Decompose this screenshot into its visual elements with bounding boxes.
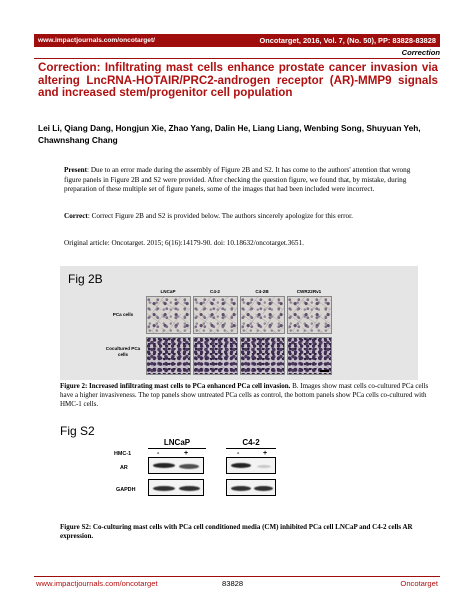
micrograph-panel — [193, 337, 238, 375]
present-text: : Due to an error made during the assembly of Figure 2B and S2. It has come to the authors' attention that wrong figure panels in Figure 2B and S2 were provided. After checking the question figure, we found that, by mistake, during preparation of these multiple set of figure panels, some of the images that had been included were incorrect. — [64, 166, 411, 194]
column-label: LNCaP — [160, 289, 176, 294]
row-label: PCa cells — [112, 312, 134, 317]
micrograph-panel — [287, 296, 332, 334]
micrograph-panel — [146, 337, 191, 375]
blot-band — [231, 486, 251, 491]
blot-label-ar: AR — [120, 465, 128, 471]
correct-paragraph — [64, 212, 422, 222]
blot-band — [153, 486, 175, 491]
present-paragraph — [64, 166, 422, 195]
figure-s2-label: Fig S2 — [60, 424, 95, 438]
figure-s2 — [60, 424, 360, 524]
column-label: C4-2 — [210, 289, 220, 294]
article-title: Correction: Infiltrating mast cells enhance prostate cancer invasion via altering LncRNA-HOTAIR/PRC2-androgen receptor (AR)-MMP9 signals and increased stem/progenitor cell population — [38, 61, 438, 100]
figure-2b-label: Fig 2B — [68, 272, 103, 286]
author-list: Lei Li, Qiang Dang, Hongjun Xie, Zhao Yang, Dalin He, Liang Liang, Wenbing Song, Shuyuan Yeh, Chawnshang Chang — [38, 123, 421, 145]
treatment-mark: - — [237, 450, 240, 457]
blot-band — [254, 486, 273, 491]
journal-header-bar — [34, 34, 440, 47]
row-label: Cocultured PCa cells — [105, 346, 141, 357]
figure-s2-caption: Figure S2: Co-culturing mast cells with PCa cell conditioned media (CM) inhibited PCa cell LNCaP and C4-2 cells AR expression. — [60, 523, 413, 541]
blot-band — [179, 486, 200, 491]
blot-band — [231, 463, 251, 468]
original-article-citation[interactable]: Original article: Oncotarget. 2015; 6(16):14179-90. doi: 10.18632/oncotarget.3651. — [64, 239, 304, 247]
scale-bar — [320, 370, 329, 372]
footer-journal: Oncotarget — [400, 579, 438, 588]
blot-band — [179, 464, 199, 469]
treatment-mark: + — [263, 450, 268, 457]
article-type: Correction — [401, 48, 440, 57]
header-divider — [34, 58, 440, 59]
cell-line-label: C4-2 — [226, 438, 276, 449]
citation-info: Oncotarget, 2016, Vol. 7, (No. 50), PP: 83828-83828 — [259, 36, 436, 45]
western-blot-ar-lncap — [148, 457, 204, 474]
micrograph-panel — [240, 296, 285, 334]
western-blot-gapdh-c42 — [226, 479, 276, 496]
column-label: CWR22Rv1 — [296, 289, 322, 294]
treatment-mark: - — [157, 450, 160, 457]
treatment-mark: + — [184, 450, 189, 457]
present-label: Present — [64, 166, 88, 174]
correct-label: Correct — [64, 212, 88, 220]
cell-line-label: LNCaP — [148, 438, 206, 449]
caption-body: B. Images show mast cells co-cultured PCa cells have a higher invasiveness. The top panels show untreated PCa cells as control, the bottom panels show PCa cells co-cultured with HMC-1 cells. — [60, 382, 429, 409]
micrograph-panel — [146, 296, 191, 334]
blot-band — [153, 463, 175, 468]
footer-divider — [34, 576, 440, 577]
caption-title: Figure 2: Increased infiltrating mast cells to PCa enhanced PCa cell invasion. — [60, 382, 291, 390]
blot-label-gapdh: GAPDH — [116, 487, 136, 493]
page-number: 83828 — [222, 579, 244, 588]
journal-url[interactable]: www.impactjournals.com/oncotarget/ — [38, 37, 155, 44]
micrograph-panel — [193, 296, 238, 334]
treatment-label: HMC-1 — [114, 451, 132, 457]
western-blot-gapdh-lncap — [148, 479, 204, 496]
figure-2b — [60, 266, 418, 380]
footer-url[interactable]: www.impactjournals.com/oncotarget — [36, 579, 158, 588]
column-label: C4-2B — [255, 289, 269, 294]
blot-band — [257, 465, 271, 468]
correct-text: : Correct Figure 2B and S2 is provided below. The authors sincerely apologize for this error. — [87, 212, 353, 220]
western-blot-ar-c42 — [226, 457, 276, 474]
micrograph-panel — [287, 337, 332, 375]
micrograph-panel — [240, 337, 285, 375]
figure-2b-caption — [60, 382, 430, 410]
